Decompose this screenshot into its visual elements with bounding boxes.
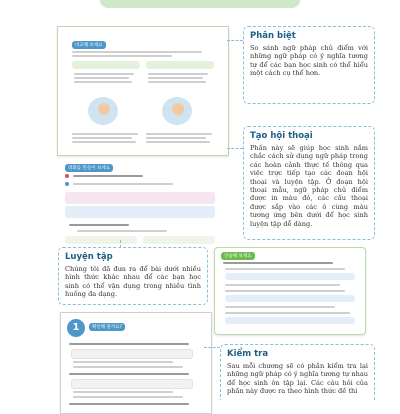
connector-kiem-tra [204,347,220,348]
luyen-tap-text: Chúng tôi đã đưa ra để bài dưới nhiều hình thức khác nhau để các bạn học sinh có thể vận dụng trong nhiều tình huống đa dạng. [65,265,201,299]
callout-kiem-tra [220,344,375,400]
connector-phan-biet [227,40,243,41]
callout-luyen-tap [58,247,208,305]
compare-page-thumbnail [57,26,229,156]
luyen-tap-title: Luyện tập [65,252,113,262]
dialog-header-tag: 대화를 만들어 보세요 [65,164,113,172]
tao-hoi-thoai-title: Tạo hội thoại [250,131,313,141]
connector-tao-hoi-thoai [227,148,243,149]
check-page-thumbnail [60,312,212,414]
kiem-tra-text: Sau mỗi chương sẽ có phần kiểm tra lại những ngữ pháp có ý nghĩa tương tự nhau để học sinh ôn tập lại. Các câu hỏi của phần này được ra theo hình thức đề thi [227,362,368,396]
top-decor-strip [100,0,300,8]
callout-phan-biet [243,26,375,104]
phan-biet-title: Phân biệt [250,31,296,41]
check-number-badge: 1 [67,319,85,337]
tao-hoi-thoai-text: Phần này sẽ giúp học sinh nắm chắc cách sử dụng ngữ pháp trong các hoàn cảnh thực tế thông qua việc trực tiếp tạo các đoạn hội thoại và luyện tập. Ở đoạn hội thoại mẫu, ngữ pháp chủ điểm được in màu đỏ, các cấu thoại được sắp vào các ô cùng màu tương ứng bên dưới để học sinh luyện tập dễ dàng. [250,144,368,228]
dialog-page-thumbnail [57,160,227,248]
phan-biet-text: So sánh ngữ pháp chủ điểm với những ngữ pháp có ý nghĩa tương tự để các bạn học sinh có thể hiểu một cách cụ thể hơn. [250,44,368,78]
kiem-tra-title: Kiểm tra [227,349,269,359]
check-header-tag: 확인해 볼까요? [89,323,125,331]
compare-header-tag: 비교해 보세요 [72,41,106,49]
callout-tao-hoi-thoai [243,126,375,240]
practice-header-tag: 연습해 보세요 [221,252,255,260]
practice-page-thumbnail [214,247,366,335]
